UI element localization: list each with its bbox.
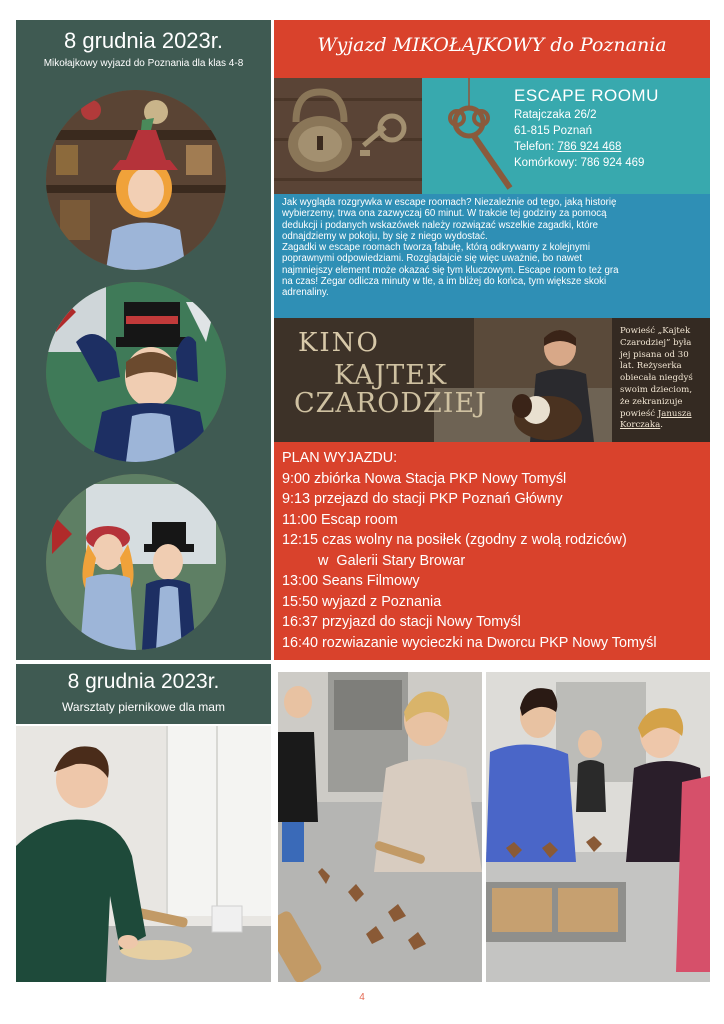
escape-room-contact [514, 88, 659, 171]
trip-panel [274, 20, 710, 660]
escape-room-city: 61-815 Poznań [514, 125, 593, 137]
escape-room-street: Ratajczaka 26/2 [514, 109, 597, 121]
photo-baking-mom-1 [16, 726, 271, 982]
event-panel-mikolajki [16, 20, 271, 660]
plan-item: 12:15 czas wolny na posiłek (zgodny z wolą rodziców) [282, 532, 627, 548]
padlock-key-photo [274, 78, 422, 210]
page-number: 4 [359, 992, 365, 1003]
plan-title: PLAN WYJAZDU: [282, 450, 398, 466]
movie-title-line1: KAJTEK [333, 360, 448, 391]
desc-line: poprawnymi odpowiedziami. Rozglądajcie się więc uważnie, bo nawet [282, 253, 582, 265]
photo-student-hat-1 [46, 90, 226, 270]
escape-room-box [274, 78, 710, 210]
escape-room-phone-row [514, 139, 659, 155]
movie-note-end: . [660, 420, 664, 431]
desc-line: najmniejszy element może okazać się tym kluczowym. Escape room to też gra [282, 264, 619, 276]
desc-line: Zagadki w escape roomach tworzą fabułę, którą odkrywamy z kolejnymi [282, 242, 590, 254]
plan-item: 13:00 Seans Filmowy [282, 573, 420, 589]
workshop-subtitle: Warsztaty piernikowe dla mam [62, 700, 225, 714]
desc-line: adrenaliny. [282, 287, 329, 299]
movie-title [294, 362, 487, 418]
plan-item: w Galerii Stary Browar [282, 552, 466, 569]
plan-item: 16:40 rozwiazanie wycieczki na Dworcu PKP Nowy Tomyśl [282, 634, 657, 651]
trip-title: Wyjazd MIKOŁAJKOWY do Poznania [317, 34, 667, 56]
event-panel-gingerbread [16, 664, 271, 724]
desc-line: na czas! Zegar odlicza minuty w tle, a im bliżej do końca, tym większe skoki [282, 276, 607, 288]
desc-line: dedukcji i podanych wskazówek należy rozwiązać wszelkie zagadki, które [282, 219, 599, 231]
plan-item: 11:00 Escap room [282, 511, 398, 528]
phone-label: Telefon: [514, 141, 558, 153]
photo-two-students [46, 474, 226, 650]
escape-room-mobile: Komórkowy: 786 924 469 [514, 157, 645, 169]
movie-note [612, 318, 710, 442]
korczak-link[interactable]: Janusza Korczaka [620, 408, 692, 431]
desc-line: Jak wygląda rozgrywka w escape roomach? Niezależnie od tego, jaką historię [282, 197, 617, 208]
cinema-label: KINO [298, 328, 380, 358]
trip-plan [282, 448, 657, 653]
escape-room-title: ESCAPE ROOMU [514, 86, 659, 105]
escape-room-description [274, 194, 710, 318]
photo-student-hat-2 [46, 282, 226, 462]
movie-title-line2: CZARODZIEJ [294, 388, 487, 419]
cinema-banner [274, 318, 710, 442]
photo-baking-mom-3 [486, 672, 710, 982]
plan-item: 15:50 wyjazd z Poznania [282, 593, 442, 610]
event-date: 8 grudnia 2023r. [63, 28, 224, 53]
phone-link[interactable]: 786 924 468 [557, 141, 622, 153]
hanging-key-photo [424, 78, 514, 210]
plan-item: 9:13 przejazd do stacji PKP Poznań Główny [282, 491, 563, 507]
movie-note-text: Powieść „Kajtek Czarodziej” była jej pisana od 30 lat. Reżyserka obiecała niegdyś swoim dzieciom, że zekranizuje powieść [620, 326, 693, 419]
workshop-date: 8 grudnia 2023r. [67, 670, 220, 693]
desc-line: wybierzemy, trwa ona zazwyczaj 60 minut. W trakcie tej godziny za pomocą [282, 208, 607, 220]
plan-item: 9:00 zbiórka Nowa Stacja PKP Nowy Tomyśl [282, 470, 567, 487]
plan-item: 16:37 przyjazd do stacji Nowy Tomyśl [282, 614, 521, 630]
event-subtitle: Mikołajkowy wyjazd do Poznania dla klas 4-8 [43, 58, 244, 69]
photo-baking-mom-2 [278, 672, 482, 982]
desc-line: odnajdziemy w pokoju, by się z niego wydostać. [282, 230, 488, 242]
